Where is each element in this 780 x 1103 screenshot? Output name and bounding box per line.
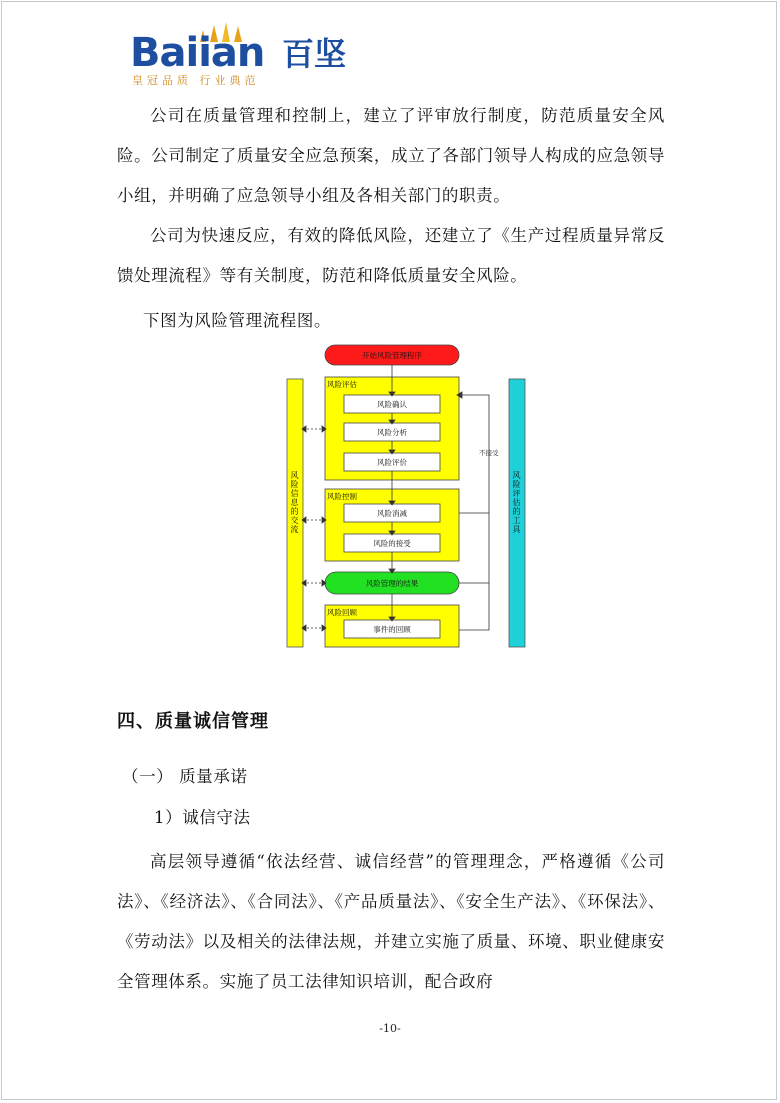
- flow-group-assessment-title: 风险评估: [327, 380, 357, 389]
- flow-step-review: 事件的回顾: [373, 625, 411, 634]
- paragraph-fast-response: 公司为快速反应，有效的降低风险，还建立了《生产过程质量异常反馈处理流程》等有关制度，防范和降低质量安全风险。: [117, 226, 665, 285]
- flow-step-analysis: 风险分析: [377, 428, 407, 437]
- flow-group-control-title: 风险控制: [327, 492, 357, 501]
- paragraph-risk-control: 公司在质量管理和控制上，建立了评审放行制度，防范质量安全风险。公司制定了质量安全应急预案，成立了各部门领导人构成的应急领导小组，并明确了应急领导小组及各相关部门的职责。: [117, 106, 665, 205]
- flowchart-graphic: [285, 343, 530, 651]
- list-item-title: 1）诚信守法: [154, 808, 251, 827]
- flow-left-bar-label: 风险信息的交流: [290, 471, 299, 534]
- flow-group-review-title: 风险回顾: [327, 608, 357, 617]
- paragraph-figure-intro: 下图为风险管理流程图。: [143, 311, 332, 330]
- flow-reject-label: 不接受: [479, 449, 499, 457]
- company-logo: [130, 22, 360, 86]
- flow-step-confirm: 风险确认: [377, 400, 407, 409]
- flow-step-evaluate: 风险评价: [377, 458, 407, 467]
- subsection-title: （一） 质量承诺: [122, 767, 248, 786]
- flow-step-eliminate: 风险消减: [377, 509, 407, 518]
- flow-start-node: 开始风险管理程序: [362, 351, 422, 360]
- logo-chinese-name: 百坚: [282, 35, 347, 73]
- page-number: -10-: [379, 1022, 401, 1035]
- risk-management-flowchart: [285, 343, 530, 651]
- flow-result-node: 风险管理的结果: [365, 579, 419, 588]
- flow-right-bar-label: 风险评估的工具: [512, 471, 521, 534]
- paragraph-law-compliance: 高层领导遵循“依法经营、诚信经营”的管理理念，严格遵循《公司法》、《经济法》、《合同法》、《产品质量法》、《安全生产法》、《环保法》、《劳动法》以及相关的法律法规，并建立实施了质量、环境、职业健康安全管理体系。实施了员工法律知识培训，配合政府: [117, 852, 665, 991]
- section-heading: 四、质量诚信管理: [117, 711, 269, 732]
- logo-tagline: 皇冠品质 行业典范: [132, 74, 260, 87]
- flow-step-accept: 风险的接受: [373, 539, 411, 548]
- logo-wordmark: Baiian: [130, 30, 265, 76]
